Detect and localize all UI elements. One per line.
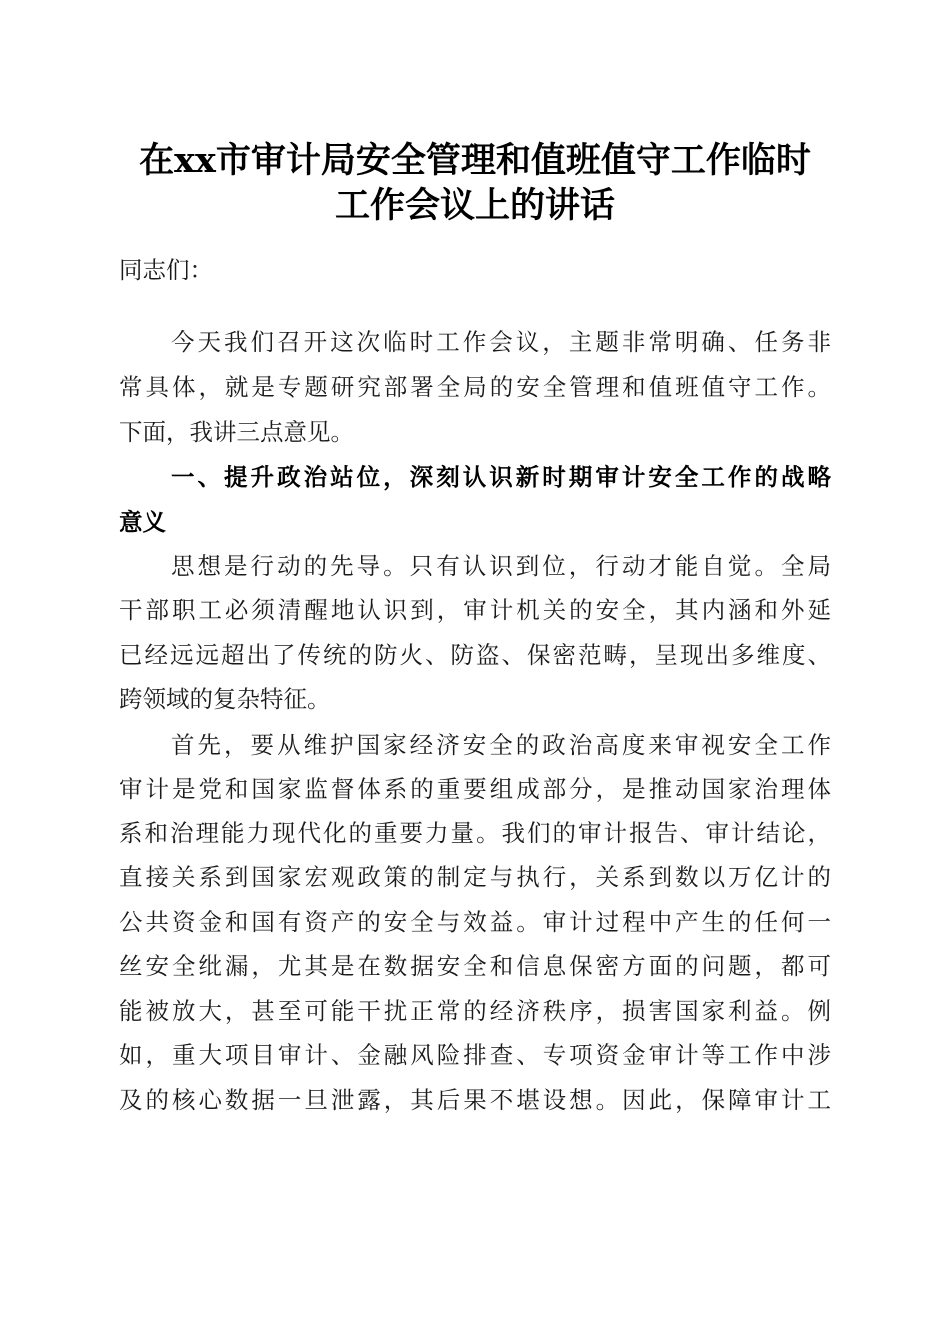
paragraph-line: 能被放大，甚至可能干扰正常的经济秩序，损害国家利益。例 xyxy=(119,997,831,1025)
paragraph-line: 首先，要从维护国家经济安全的政治高度来审视安全工作 xyxy=(171,731,831,759)
document-title-line-1: 在xx市审计局安全管理和值班值守工作临时 xyxy=(139,140,811,181)
paragraph-line: 如，重大项目审计、金融风险排查、专项资金审计等工作中涉 xyxy=(119,1041,831,1069)
paragraph-line: 思想是行动的先导。只有认识到位，行动才能自觉。全局 xyxy=(171,552,831,580)
paragraph-line: 已经远远超出了传统的防火、防盗、保密范畴，呈现出多维度、 xyxy=(119,641,831,669)
paragraph-line: 干部职工必须清醒地认识到，审计机关的安全，其内涵和外延 xyxy=(119,596,831,624)
paragraph-line: 下面，我讲三点意见。 xyxy=(119,418,354,446)
paragraph-line: 今天我们召开这次临时工作会议，主题非常明确、任务非 xyxy=(171,328,831,356)
document-title-line-2: 工作会议上的讲话 xyxy=(334,185,615,226)
section-heading: 一、提升政治站位，深刻认识新时期审计安全工作的战略 xyxy=(171,463,831,491)
paragraph-line: 系和治理能力现代化的重要力量。我们的审计报告、审计结论， xyxy=(119,819,831,847)
paragraph-line: 审计是党和国家监督体系的重要组成部分，是推动国家治理体 xyxy=(119,775,831,803)
salutation: 同志们： xyxy=(119,256,213,284)
paragraph-line: 丝安全纰漏，尤其是在数据安全和信息保密方面的问题，都可 xyxy=(119,952,831,980)
paragraph-line: 公共资金和国有资产的安全与效益。审计过程中产生的任何一 xyxy=(119,908,831,936)
paragraph-line: 及的核心数据一旦泄露，其后果不堪设想。因此，保障审计工 xyxy=(119,1086,831,1114)
paragraph-line: 常具体，就是专题研究部署全局的安全管理和值班值守工作。 xyxy=(119,373,831,401)
paragraph-line: 跨领域的复杂特征。 xyxy=(119,685,331,713)
section-heading: 意义 xyxy=(119,508,166,536)
paragraph-line: 直接关系到国家宏观政策的制定与执行，关系到数以万亿计的 xyxy=(119,863,831,891)
